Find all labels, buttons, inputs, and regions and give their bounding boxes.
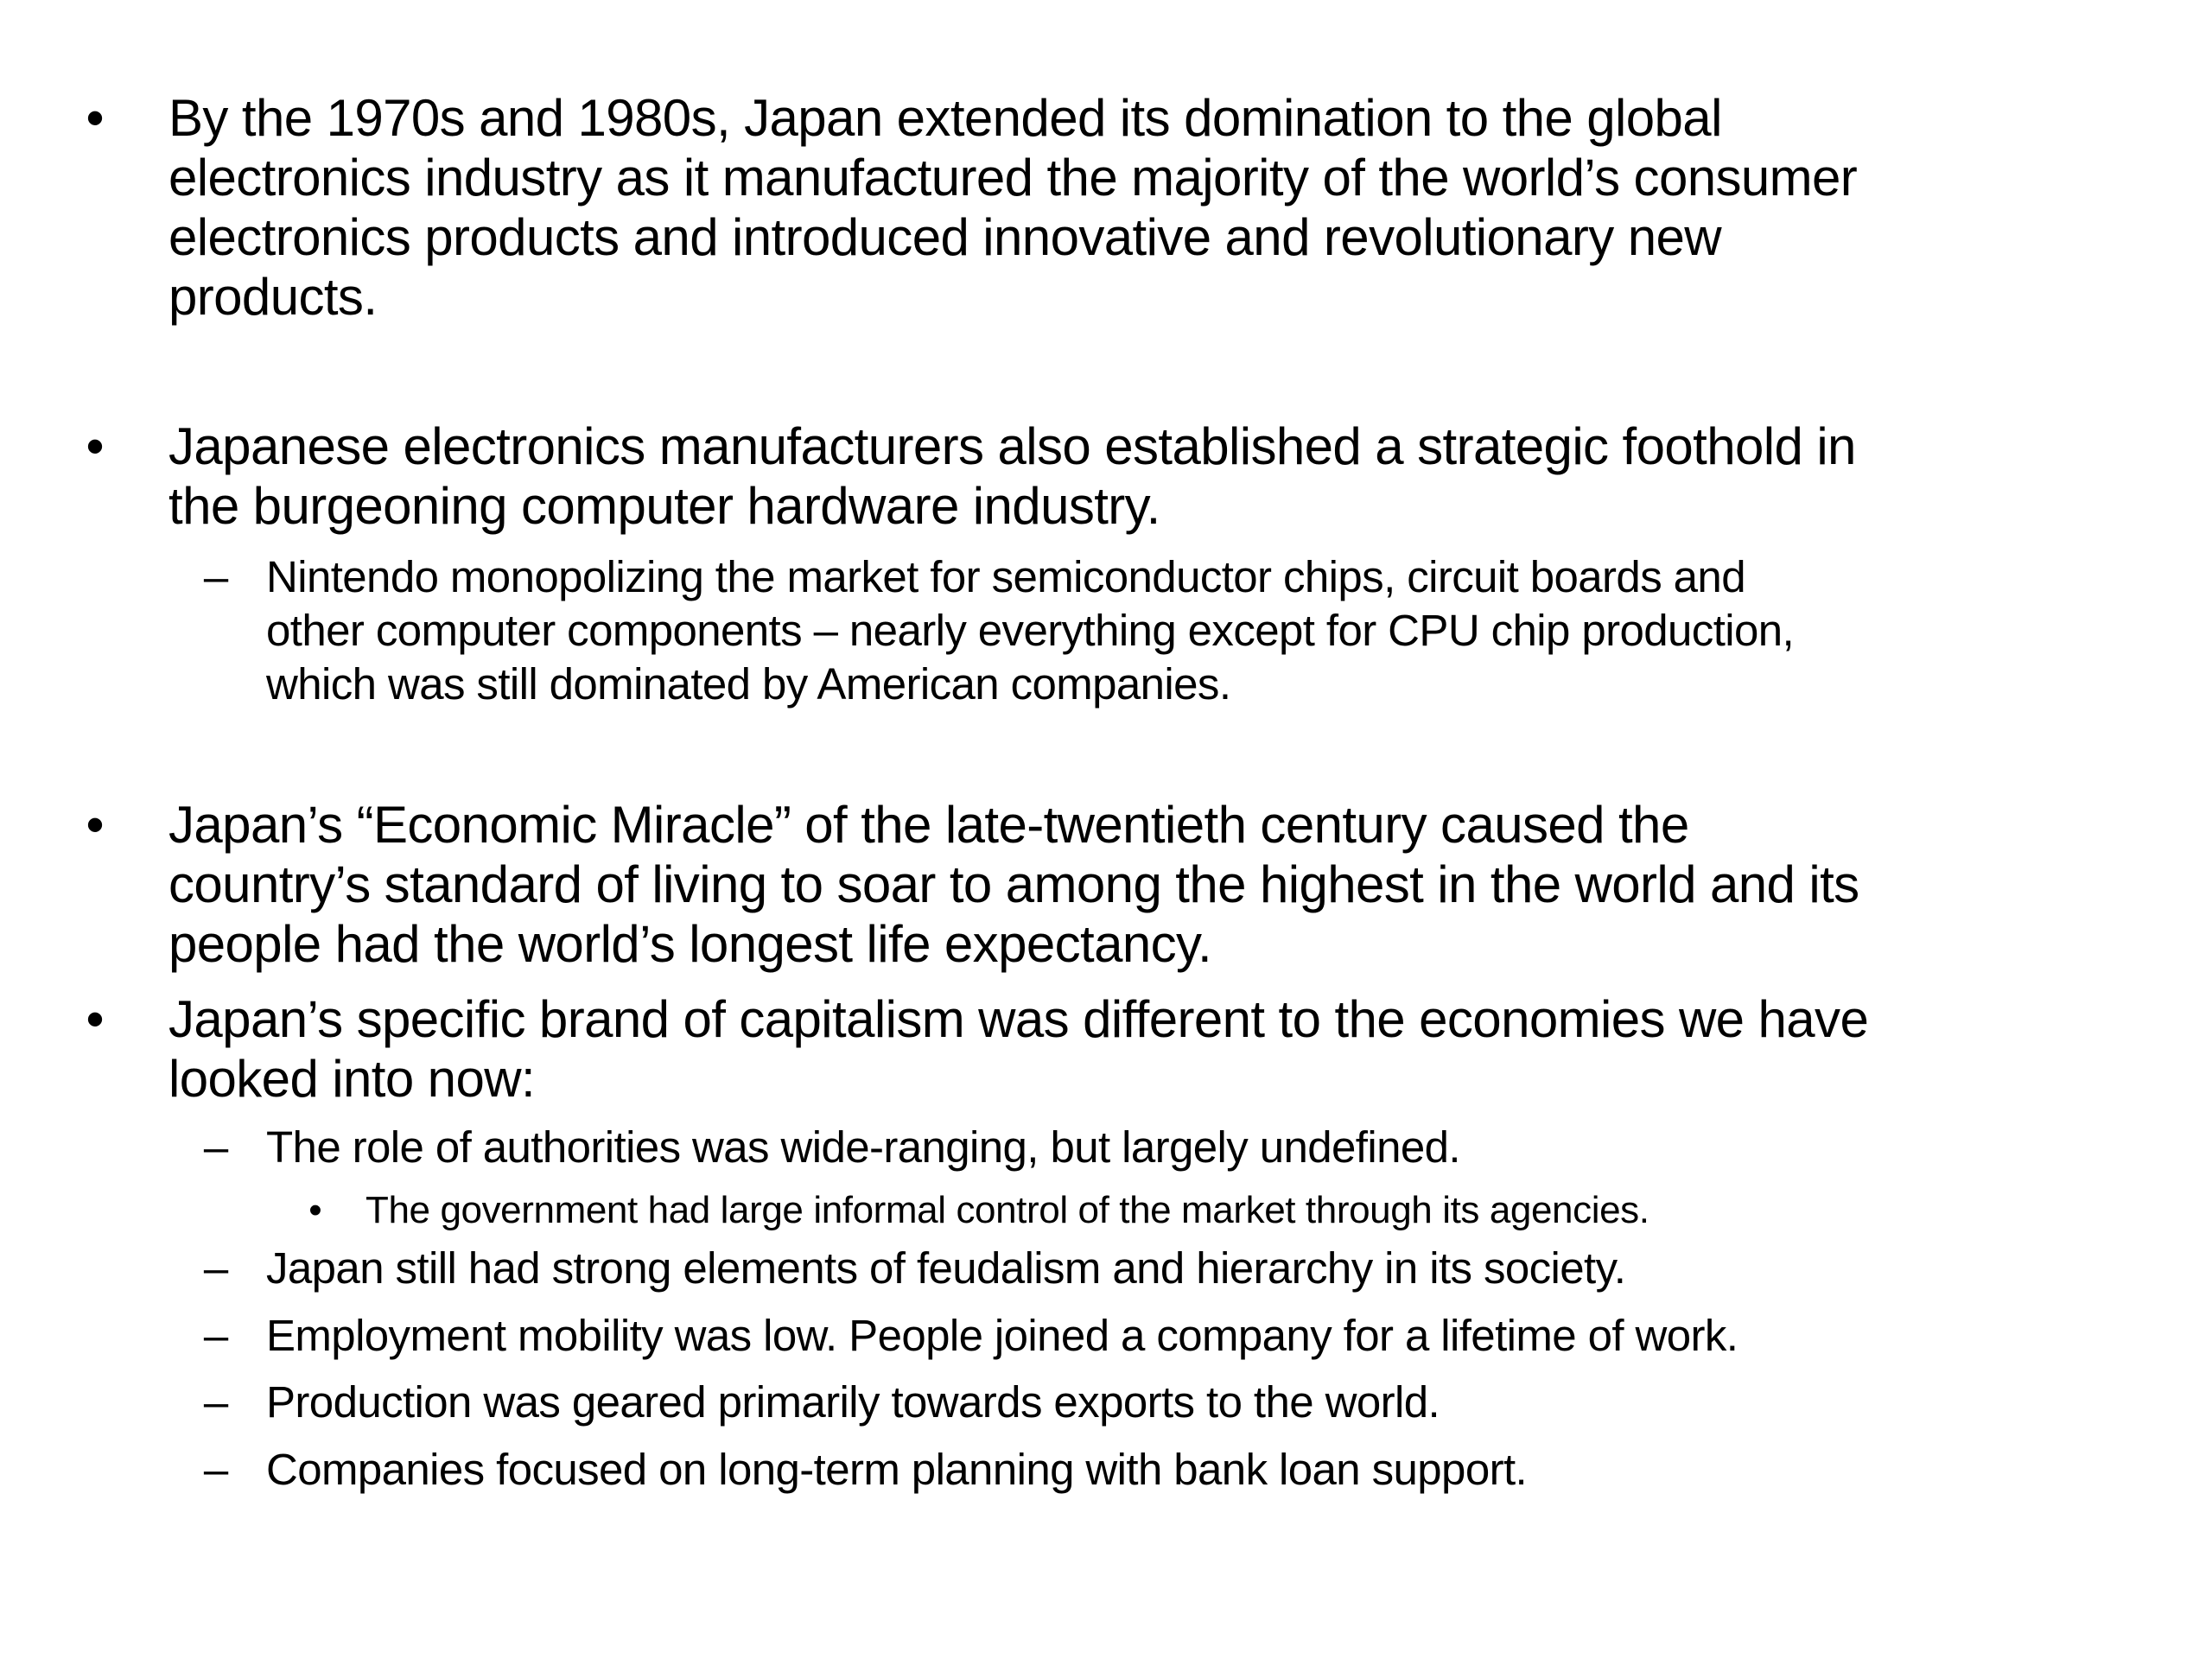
sub-sub-bullet-marker: • bbox=[308, 1189, 322, 1231]
bullet-4-line-2: looked into now: bbox=[168, 1050, 536, 1108]
bullet-3-line-1: Japan’s “Economic Miracle” of the late-twentieth century caused the bbox=[168, 796, 1689, 854]
bullet-1-line-2: electronics industry as it manufactured the majority of the world’s consumer bbox=[168, 149, 1858, 207]
bullet-marker: • bbox=[86, 89, 105, 147]
bullet-marker: • bbox=[86, 990, 105, 1048]
bullet-4-sub-4: Production was geared primarily towards exports to the world. bbox=[266, 1377, 1440, 1427]
sub-bullet-marker: – bbox=[203, 1243, 229, 1293]
bullet-4-sub-5: Companies focused on long-term planning with bank loan support. bbox=[266, 1445, 1528, 1494]
bullet-1-line-1: By the 1970s and 1980s, Japan extended its domination to the global bbox=[168, 89, 1722, 147]
bullet-2-line-2: the burgeoning computer hardware industry. bbox=[168, 477, 1160, 535]
bullet-2-sub-1-line-3: which was still dominated by American companies. bbox=[266, 659, 1231, 709]
bullet-2-line-1: Japanese electronics manufacturers also established a strategic foothold in bbox=[168, 417, 1856, 475]
bullet-4-line-1: Japan’s specific brand of capitalism was different to the economies we have bbox=[168, 990, 1869, 1048]
sub-bullet-marker: – bbox=[203, 1122, 229, 1172]
bullet-3-line-3: people had the world’s longest life expectancy. bbox=[168, 915, 1212, 973]
bullet-1-line-3: electronics products and introduced innovative and revolutionary new bbox=[168, 208, 1721, 266]
sub-bullet-marker: – bbox=[203, 1445, 229, 1494]
sub-bullet-marker: – bbox=[203, 552, 229, 601]
sub-bullet-marker: – bbox=[203, 1377, 229, 1427]
sub-bullet-marker: – bbox=[203, 1311, 229, 1360]
bullet-4-sub-1-subsub-1: The government had large informal control of the market through its agencies. bbox=[365, 1189, 1649, 1231]
bullet-1-line-4: products. bbox=[168, 268, 378, 326]
bullet-4-sub-2: Japan still had strong elements of feudalism and hierarchy in its society. bbox=[266, 1243, 1626, 1293]
bullet-2-sub-1-line-2: other computer components – nearly everything except for CPU chip production, bbox=[266, 606, 1795, 655]
bullet-marker: • bbox=[86, 417, 105, 475]
bullet-4-sub-1: The role of authorities was wide-ranging, but largely undefined. bbox=[266, 1122, 1460, 1172]
bullet-marker: • bbox=[86, 796, 105, 854]
bullet-3-line-2: country’s standard of living to soar to among the highest in the world and its bbox=[168, 855, 1859, 913]
bullet-2-sub-1-line-1: Nintendo monopolizing the market for semiconductor chips, circuit boards and bbox=[266, 552, 1745, 601]
bullet-4-sub-3: Employment mobility was low. People joined a company for a lifetime of work. bbox=[266, 1311, 1738, 1360]
